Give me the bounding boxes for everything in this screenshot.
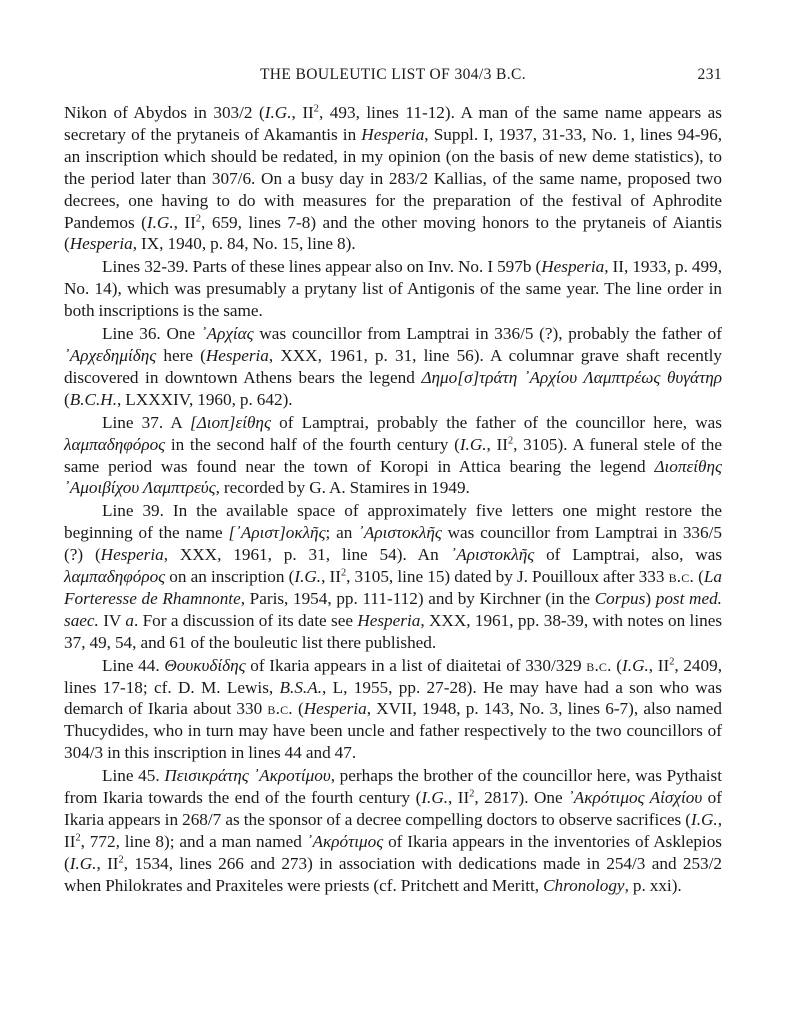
paragraph [64,412,722,500]
text-run: , II [486,434,508,454]
text-run: , recorded by G. A. Stamires in 1949. [215,478,470,498]
text-run: , p. xxi). [624,875,682,895]
text-run: , Paris, 1954, pp. 111-112) and by Kirchner (in the [240,588,595,608]
italic-run: B.S.A. [279,677,323,697]
text-run: , XXX, 1961, p. 31, line 56). A columnar grave shaft recently discovered in downtown Athens bears the legend [64,345,723,387]
text-run: , Suppl. I, 1937, 31-33, No. 1, lines 94-96, an inscription which should be redated, in my opinion (on the basis of new deme statistics), to the period later than 307/6. On a busy day in 283/2 Kallias, of the same name, proposed two decrees, one having to do with measures for the preparation of the festival of Aphrodite Pandemos ( [64,124,722,232]
text-run: Line 39. In the available space of approximately five letters one might restore the beginning of the name [64,501,722,543]
text-run: ) [645,588,656,608]
italic-run: Θουκυδίδης [164,655,246,675]
text-run: Line 36. One [102,324,201,344]
italic-run: Hesperia [357,610,421,630]
text-run: , II, 1933, p. 499, No. 14), which was presumably a prytany list of Antigonis of the same year. The line order in both inscriptions is the same. [64,257,722,321]
text-run: , L, 1955, pp. 27-28). He may have had a son who was demarch of Ikaria about 330 [64,677,723,719]
superscript: 2 [669,655,675,667]
text-run: IV [98,610,126,630]
italic-run: I.G. [294,567,322,587]
text-run: of Lamptrai, also, was [534,545,723,565]
paragraph [64,765,722,896]
italic-run: Hesperia [69,234,133,254]
text-run: Line 45. [102,766,165,786]
text-run: , II [648,655,670,675]
italic-run: La Forteresse de Rhamnonte [64,567,722,608]
text-run: , 2409, lines 17-18; cf. D. M. Lewis, [64,655,722,697]
paragraph [64,256,722,322]
italic-run: Hesperia [205,345,269,365]
text-run: of Ikaria appears in a list of diaitetai of 330/329 [245,655,587,675]
italic-run: a [125,610,134,630]
italic-run: I.G. [622,655,649,675]
page-number: 231 [697,66,722,83]
text-run: , XXX, 1961, p. 31, line 54). An [163,545,451,565]
text-run: , XXX, 1961, pp. 38-39, with notes on lines 37, 49, 54, and 61 of the bouleutic list there published. [64,610,723,652]
italic-run: Hesperia [303,699,367,719]
superscript: 2 [195,212,202,224]
paragraph [64,500,722,653]
text-run: , 493, lines 11-12). A man of the same name appears as secretary of the prytaneis of Akamantis in [64,103,722,144]
page [64,62,722,897]
italic-run: [᾿Αριστ]οκλῆς [228,523,326,543]
superscript: 2 [75,832,81,844]
italic-run: B.C.H. [69,389,117,409]
text-run: , II [321,567,341,587]
text-run: of Ikaria appears in 268/7 as the sponsor of a decree compelling doctors to observe sacrifices ( [64,788,722,829]
text-run: , 3105, line 15) dated by J. Pouilloux after 333 [346,567,669,587]
paragraph [64,323,722,411]
italic-run: Chronology [543,875,625,895]
italic-run: Δημο[σ]τράτη ᾿Αρχίου Λαμπτρέως θυγάτηρ [421,367,722,387]
paragraph [64,655,722,765]
text-run: , II [64,810,722,851]
italic-run: ᾿Αριστοκλῆς [358,523,442,543]
text-run: here ( [156,345,206,365]
text-run: , 2817). One [474,788,569,808]
italic-run: λαμπαδηφόρος [64,434,166,454]
italic-run: Corpus [594,588,646,608]
text-run: . For a discussion of its date see [133,610,358,630]
italic-run: ᾿Αρχεδημίδης [64,345,157,365]
text-run: , 772, line 8); and a man named [80,831,307,851]
text-run: Line 44. [102,655,165,675]
superscript: 2 [118,854,124,866]
small-caps-run: b.c. [267,699,293,719]
italic-run: ᾿Ακρότιμος Αἰσχίου [568,788,703,808]
text-run: , XVII, 1948, p. 143, No. 3, lines 6-7), also named Thucydides, who in turn may have been uncle and father respectively to the two councillors of 304/3 in this inscription in lines 44 and 47. [64,699,722,763]
text-run: , LXXXIV, 1960, p. 642). [117,389,293,409]
superscript: 2 [313,103,319,115]
text-run: , perhaps the brother of the councillor here, was Pythaist from Ikaria towards the end of the fourth century ( [64,766,723,808]
text-run: Nikon of Abydos in 303/2 ( [64,103,265,122]
text-run: , 1534, lines 266 and 273) in association with dedications made in 254/3 and 253/2 when Philokrates and Praxiteles were priests (cf. Pritchett and Meritt, [64,853,723,895]
small-caps-run: b.c. [586,655,612,675]
superscript: 2 [469,788,475,800]
text-run: Lines 32-39. Parts of these lines appear also on Inv. No. I 597b ( [102,257,542,277]
italic-run: post med. saec. [64,588,722,630]
text-run: Line 37. A [102,412,190,432]
text-run: ( [292,699,304,719]
text-run: was councillor from Lamptrai in 336/5 (?), probably the father of [253,324,723,344]
italic-run: I.G. [459,434,487,454]
running-title: THE BOULEUTIC LIST OF 304/3 B.C. [259,66,527,83]
italic-run: Πεισικράτης ᾿Ακροτίμου [164,766,331,786]
italic-run: λαμπαδηφόρος [64,567,166,587]
text-run: ; an [325,523,359,543]
text-run: , II [448,788,470,808]
text-run: , IX, 1940, p. 84, No. 15, line 8). [132,234,356,254]
text-run: , II [96,853,119,873]
body-text [64,102,722,897]
text-run: ( [693,567,704,587]
text-run: , 659, lines 7-8) and the other moving honors to the prytaneis of Aiantis ( [64,212,722,254]
text-run: ( [64,389,70,409]
italic-run: I.G. [690,810,718,829]
text-run: ( [611,655,623,675]
italic-run: [Διοπ]είθης [190,412,271,432]
italic-run: Διοπείθης ᾿Αμοιβίχου Λαμπτρεύς [64,456,722,498]
text-run: , 3105). A funeral stele of the same period was found near the town of Koropi in Attica bearing the legend [64,434,722,476]
italic-run: I.G. [69,853,97,873]
italic-run: I.G. [421,788,449,808]
italic-run: ᾿Αριστοκλῆς [450,545,535,565]
text-run: , II [291,103,314,122]
italic-run: I.G. [264,103,292,122]
italic-run: ᾿Ακρότιμος [306,831,384,851]
text-run: , II [173,212,196,232]
text-run: of Lamptrai, probably the father of the councillor here, was [270,412,722,432]
small-caps-run: b.c. [668,567,694,587]
text-run: in the second half of the fourth century ( [165,434,460,454]
text-run: on an inscription ( [165,567,295,587]
italic-run: Hesperia [541,257,605,277]
superscript: 2 [340,567,347,579]
text-run: of Ikaria appears in the inventories of Asklepios ( [64,831,722,873]
italic-run: I.G. [146,212,174,232]
paragraph [64,102,722,255]
italic-run: ᾿Αρχίας [200,324,254,344]
superscript: 2 [507,434,514,446]
text-run: was councillor from Lamptrai in 336/5 (?) ( [64,523,722,565]
italic-run: Hesperia [361,124,425,144]
italic-run: Hesperia [100,545,164,565]
running-head [64,62,722,92]
